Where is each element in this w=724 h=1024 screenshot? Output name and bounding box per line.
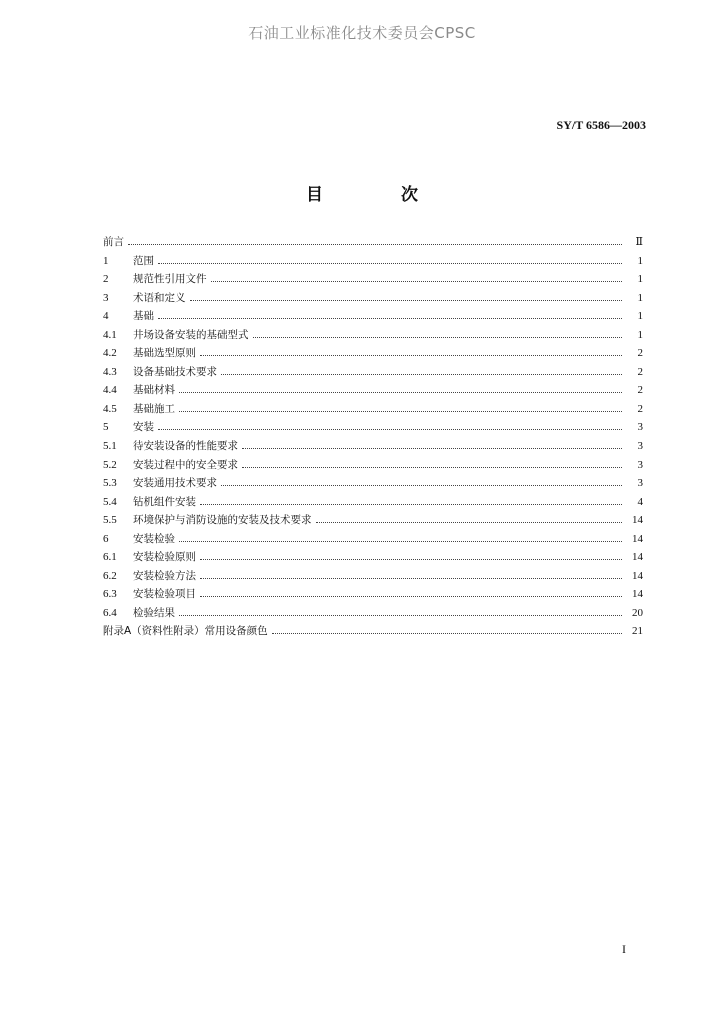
toc-entry-label: 范围 [133, 254, 154, 267]
toc-entry[interactable] [103, 290, 643, 309]
toc-entry-number: 6.4 [103, 606, 117, 619]
toc-title: 目 次 [306, 185, 454, 205]
toc-leader-dots [179, 411, 622, 412]
toc-leader-dots [179, 541, 622, 542]
toc-entry-label: 安装检验原则 [133, 551, 196, 564]
toc-entry-label: 规范性引用文件 [133, 273, 207, 286]
toc-leader-dots [179, 615, 622, 616]
toc-leader-dots [179, 392, 622, 393]
table-of-contents [103, 234, 643, 642]
toc-entry-page: 3 [637, 421, 643, 434]
toc-entry-page: 14 [632, 588, 643, 601]
toc-entry-page: Ⅱ [635, 236, 643, 248]
page-number: I [622, 942, 626, 956]
toc-entry[interactable] [103, 586, 643, 605]
toc-entry-page: 2 [637, 384, 643, 397]
toc-leader-dots [221, 374, 622, 375]
toc-entry-page: 3 [637, 458, 643, 471]
toc-entry-page: 1 [637, 254, 643, 267]
toc-entry[interactable] [103, 271, 643, 290]
toc-entry-number: 6.3 [103, 588, 117, 601]
toc-entry[interactable] [103, 253, 643, 272]
toc-entry-number: 6.1 [103, 551, 117, 564]
toc-entry-number: 5.3 [103, 477, 117, 490]
toc-entry-number: 5 [103, 421, 109, 434]
toc-entry-number: 4.2 [103, 347, 117, 360]
toc-leader-dots [272, 633, 622, 634]
toc-entry[interactable] [103, 623, 643, 642]
toc-entry-page: 14 [632, 551, 643, 564]
toc-leader-dots [200, 559, 622, 560]
toc-entry-label: 术语和定义 [133, 291, 186, 304]
toc-entry[interactable] [103, 605, 643, 624]
toc-leader-dots [200, 504, 622, 505]
toc-entry-label: 基础材料 [133, 384, 175, 397]
toc-entry-page: 3 [637, 477, 643, 490]
toc-entry-page: 2 [637, 365, 643, 378]
toc-entry-number: 4.3 [103, 365, 117, 378]
toc-entry-number: 4.4 [103, 384, 117, 397]
toc-leader-dots [253, 337, 623, 338]
toc-entry-page: 1 [637, 310, 643, 323]
toc-entry-label: 环境保护与消防设施的安装及技术要求 [133, 514, 312, 527]
toc-entry-page: 4 [637, 495, 643, 508]
toc-leader-dots [200, 355, 622, 356]
toc-entry-label: 附录A（资料性附录）常用设备颜色 [103, 625, 268, 638]
toc-entry-number: 5.2 [103, 458, 117, 471]
toc-entry-number: 4.5 [103, 402, 117, 415]
toc-entry-number: 5.5 [103, 514, 117, 527]
toc-entry-label: 检验结果 [133, 606, 175, 619]
toc-entry[interactable] [103, 327, 643, 346]
toc-entry[interactable] [103, 568, 643, 587]
toc-entry-page: 2 [637, 402, 643, 415]
toc-entry-label: 钻机组件安装 [133, 495, 196, 508]
toc-entry[interactable] [103, 512, 643, 531]
toc-entry-label: 设备基础技术要求 [133, 365, 217, 378]
toc-entry-label: 安装通用技术要求 [133, 477, 217, 490]
toc-entry-label: 安装过程中的安全要求 [133, 458, 238, 471]
toc-entry[interactable] [103, 345, 643, 364]
toc-leader-dots [158, 263, 622, 264]
toc-entry-label: 基础 [133, 310, 154, 323]
toc-entry-number: 4.1 [103, 328, 117, 341]
toc-leader-dots [316, 522, 623, 523]
toc-leader-dots [242, 448, 622, 449]
standard-code: SY/T 6586—2003 [556, 118, 646, 132]
toc-leader-dots [221, 485, 622, 486]
toc-entry[interactable] [103, 475, 643, 494]
toc-leader-dots [158, 318, 622, 319]
toc-entry[interactable] [103, 419, 643, 438]
toc-entry[interactable] [103, 382, 643, 401]
toc-entry-page: 14 [632, 532, 643, 545]
toc-leader-dots [211, 281, 623, 282]
toc-entry-label: 待安装设备的性能要求 [133, 440, 238, 453]
toc-entry-page: 2 [637, 347, 643, 360]
toc-leader-dots [200, 596, 622, 597]
toc-entry-page: 14 [632, 569, 643, 582]
toc-entry-label: 基础施工 [133, 402, 175, 415]
toc-leader-dots [242, 467, 622, 468]
toc-entry-number: 6.2 [103, 569, 117, 582]
toc-entry-number: 3 [103, 291, 109, 304]
toc-entry-label: 安装检验方法 [133, 569, 196, 582]
toc-entry-page: 1 [637, 273, 643, 286]
toc-entry-number: 6 [103, 532, 109, 545]
toc-entry-page: 3 [637, 440, 643, 453]
toc-entry-number: 5.1 [103, 440, 117, 453]
toc-leader-dots [190, 300, 623, 301]
toc-entry-label: 安装检验 [133, 532, 175, 545]
toc-entry[interactable] [103, 364, 643, 383]
toc-entry[interactable] [103, 457, 643, 476]
toc-entry-page: 14 [632, 514, 643, 527]
toc-entry-page: 1 [637, 328, 643, 341]
toc-entry-label: 安装检验项目 [133, 588, 196, 601]
toc-entry[interactable] [103, 234, 643, 253]
toc-entry-label: 井场设备安装的基础型式 [133, 328, 249, 341]
toc-entry-number: 1 [103, 254, 109, 267]
toc-entry[interactable] [103, 401, 643, 420]
toc-leader-dots [200, 578, 622, 579]
toc-entry[interactable] [103, 531, 643, 550]
toc-leader-dots [128, 244, 622, 245]
toc-entry[interactable] [103, 494, 643, 513]
toc-entry-label: 基础选型原则 [133, 347, 196, 360]
toc-entry-number: 2 [103, 273, 109, 286]
toc-entry-page: 1 [637, 291, 643, 304]
toc-leader-dots [158, 429, 622, 430]
toc-entry[interactable] [103, 549, 643, 568]
toc-entry-label: 安装 [133, 421, 154, 434]
toc-entry[interactable] [103, 308, 643, 327]
toc-entry[interactable] [103, 438, 643, 457]
toc-entry-number: 4 [103, 310, 109, 323]
toc-entry-page: 20 [632, 606, 643, 619]
toc-entry-number: 5.4 [103, 495, 117, 508]
organization-header: 石油工业标准化技术委员会CPSC [248, 24, 476, 42]
toc-entry-page: 21 [632, 625, 643, 638]
toc-entry-label: 前言 [103, 236, 124, 248]
